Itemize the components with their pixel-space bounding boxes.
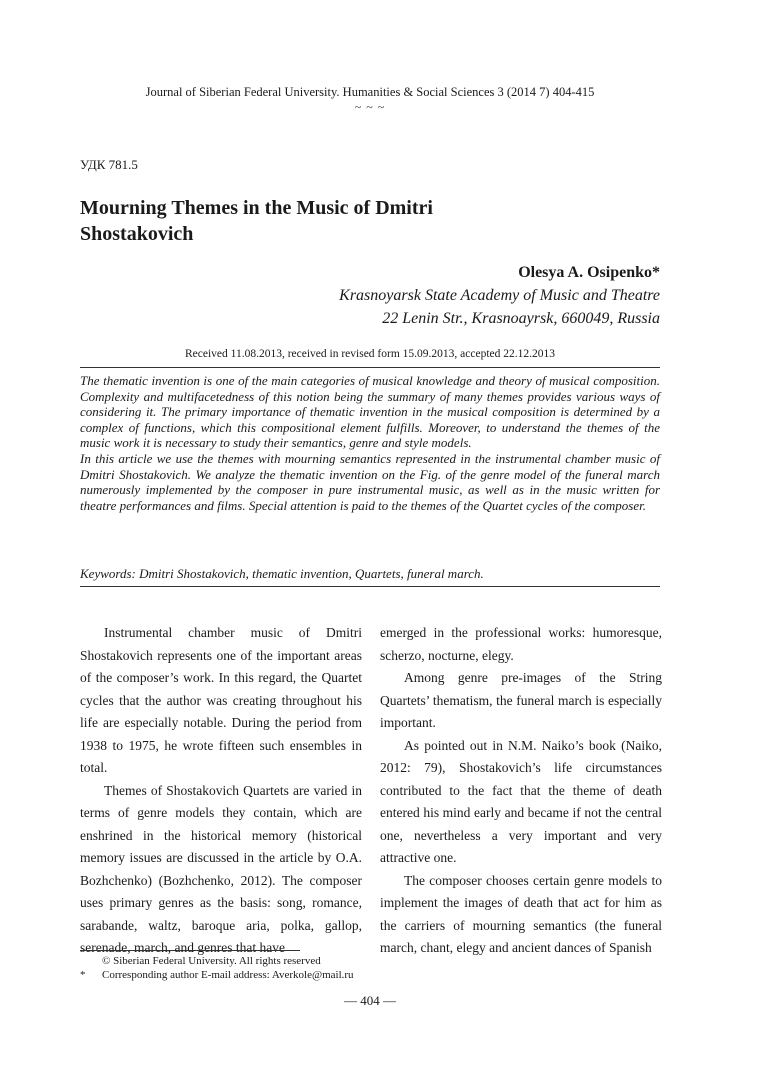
header-ornament: ~ ~ ~ (354, 100, 386, 114)
body-paragraph: As pointed out in N.M. Naiko’s book (Naiko, 2012: 79), Shostakovich’s life circumstances contributed to the fact that the theme of death entered his mind early and became if not the central one, nevertheless a very important and very attractive one. (380, 737, 662, 865)
author-address: 22 Lenin Str., Krasnoayrsk, 660049, Russia (382, 310, 660, 327)
body-paragraph: Themes of Shostakovich Quartets are varied in terms of genre models they contain, which are enshrined in the historical memory (historical memory issues are discussed in the article by O.A. Bozhchenko) (Bozhchenko, 2012). The composer uses primary genres as the basis: song, romance, sarabande, waltz, baroque aria, polka, gallop, serenade, march, and genres that have (80, 782, 362, 955)
page-number: — 404 — (344, 993, 396, 1008)
abstract-paragraph: The thematic invention is one of the main categories of musical knowledge and theory of musical composition. Complexity and multifacetedness of this notion being the summary of many themes provides various ways of considering it. The primary importance of thematic invention in the musical composition is determined by a complex of functions, which this compositional element fulfills. Moreover, to understand the themes of the music work it is necessary to study their semantics, genre and style models. (80, 373, 660, 451)
abstract-bottom-rule (80, 586, 660, 587)
footnote-mark: * (80, 969, 86, 981)
body-paragraph: Among genre pre-images of the String Quartets’ thematism, the funeral march is especially important. (380, 670, 662, 730)
author-name: Olesya A. Osipenko* (518, 264, 660, 281)
body-column-left (80, 622, 362, 960)
abstract (80, 373, 660, 513)
received-dates: Received 11.08.2013, received in revised form 15.09.2013, accepted 22.12.2013 (184, 348, 556, 360)
author-affiliation: Krasnoyarsk State Academy of Music and Theatre (339, 287, 660, 304)
abstract-paragraph: In this article we use the themes with mourning semantics represented in the instrumental chamber music of Dmitri Shostakovich. We analyze the thematic invention on the Fig. of the genre model of the funeral march numerously implemented by the composer in pure instrumental music, as well as in the music written for theatre performances and films. Special attention is paid to the themes of the Quartet cycles of the composer. (80, 450, 660, 513)
body-paragraph: Instrumental chamber music of Dmitri Shostakovich represents one of the important areas of the composer’s work. In this regard, the Quartet cycles that the author was creating throughout his life are especially notable. During the period from 1938 to 1975, he wrote fifteen such ensembles in total. (80, 625, 362, 775)
footnote-text: © Siberian Federal University. All rights reserved (102, 955, 321, 967)
footnote-copyright (80, 955, 321, 968)
article-title: Mourning Themes in the Music of Dmitri Shostakovich (80, 197, 433, 245)
journal-header: Journal of Siberian Federal University. Humanities & Social Sciences 3 (2014 7) 404-415 (145, 85, 595, 99)
footnote-text: Corresponding author E-mail address: Averkole@mail.ru (102, 969, 354, 981)
body-column-right (380, 622, 662, 960)
footnote-rule (80, 950, 300, 951)
keywords: Keywords: Dmitri Shostakovich, thematic invention, Quartets, funeral march. (80, 566, 484, 581)
body-paragraph: The composer chooses certain genre models to implement the images of death that act for him as the carriers of mourning semantics (the funeral march, chant, elegy and ancient dances of Spanish (380, 872, 662, 955)
udk-code: УДК 781.5 (80, 157, 138, 172)
footnote-corresponding-author (80, 969, 354, 982)
body-paragraph: emerged in the professional works: humoresque, scherzo, nocturne, elegy. (380, 625, 662, 663)
abstract-top-rule (80, 367, 660, 368)
